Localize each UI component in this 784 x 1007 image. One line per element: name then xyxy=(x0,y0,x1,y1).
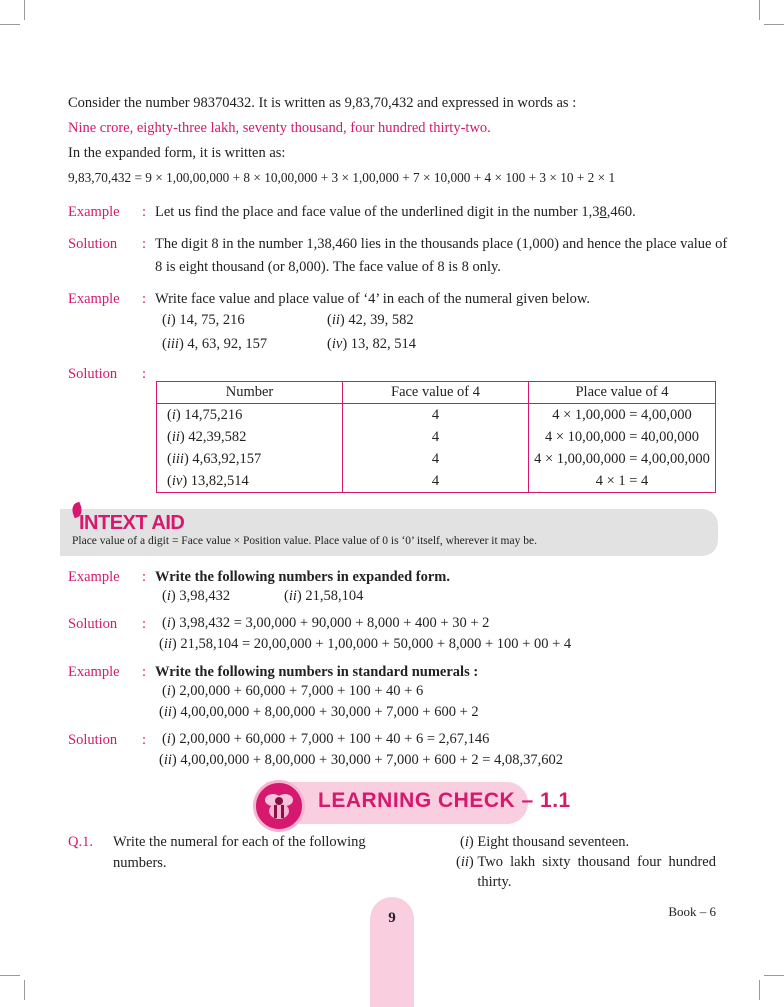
learning-check-title: LEARNING CHECK – 1.1 xyxy=(318,789,571,812)
table-row xyxy=(157,470,716,493)
crop-mark xyxy=(0,975,20,976)
crop-mark xyxy=(0,24,20,25)
intro-line-1: Consider the number 98370432. It is written as 9,83,70,432 and expressed in words as : xyxy=(68,95,577,111)
example-2-item: (iv) 13, 82, 514 xyxy=(327,336,417,352)
book-label: Book – 6 xyxy=(668,904,716,919)
crop-mark xyxy=(759,980,760,1000)
table-cell-face: 4 xyxy=(343,426,529,448)
table-header: Place value of 4 xyxy=(529,382,716,404)
example-4-item: (i) 2,00,000 + 60,000 + 7,000 + 100 + 40 + 6 xyxy=(162,683,424,699)
intro-line-3: In the expanded form, it is written as: xyxy=(68,145,286,161)
table-cell-place: 4 × 1,00,000 = 4,00,000 xyxy=(529,404,716,427)
example-2-item: (iii) 4, 63, 92, 157 xyxy=(162,336,268,352)
crop-mark xyxy=(24,980,25,1000)
solution-3-item: (ii) 21,58,104 = 20,00,000 + 1,00,000 + 50,000 + 8,000 + 100 + 00 + 4 xyxy=(159,636,572,652)
solution-1-text: The digit 8 in the number 1,38,460 lies in the thousands place (1,000) and hence the place value of 8 is eight thousand (or 8,000). The face value of 8 is 8 only. xyxy=(155,236,728,275)
solution-4-item: (i) 2,00,000 + 60,000 + 7,000 + 100 + 40 + 6 = 2,67,146 xyxy=(162,731,490,747)
example-2-item: (i) 14, 75, 216 xyxy=(162,312,245,328)
table-cell-face: 4 xyxy=(343,404,529,427)
example-2-text: Write face value and place value of ‘4’ in each of the numeral given below. xyxy=(155,291,591,307)
solution-label: Solution xyxy=(68,366,118,382)
solution-label: Solution xyxy=(68,236,118,252)
example-3-text: Write the following numbers in expanded form. xyxy=(155,569,450,585)
example-label: Example xyxy=(68,204,120,220)
table-row xyxy=(157,448,716,470)
table-cell-face: 4 xyxy=(343,470,529,493)
example-3-item: (i) 3,98,432 xyxy=(162,588,231,604)
solution-label: Solution xyxy=(68,616,118,632)
intro-expanded-form: 9,83,70,432 = 9 × 1,00,00,000 + 8 × 10,00,000 + 3 × 1,00,000 + 7 × 10,000 + 4 × 100 + 3 × 10 + 2 × 1 xyxy=(68,170,616,185)
table-cell-face: 4 xyxy=(343,448,529,470)
question-1-item: (ii) Two lakh sixty thousand four hundred thirty. xyxy=(456,854,716,890)
table-cell-place: 4 × 1 = 4 xyxy=(529,470,716,493)
crop-mark xyxy=(759,0,760,20)
page-number: 9 xyxy=(388,910,396,926)
example-1-text-pre: Let us find the place and face value of the underlined digit in the number 1,3 xyxy=(155,204,600,220)
table-row xyxy=(157,426,716,448)
example-4-text: Write the following numbers in standard numerals : xyxy=(155,664,479,680)
question-1-items xyxy=(456,832,716,892)
table-header: Face value of 4 xyxy=(343,382,529,404)
solution-3-item: (i) 3,98,432 = 3,00,000 + 90,000 + 8,000 + 400 + 30 + 2 xyxy=(162,615,490,631)
table-cell-number: (iii) 4,63,92,157 xyxy=(157,448,343,470)
intext-aid-box xyxy=(60,509,718,556)
colon: : xyxy=(142,204,147,220)
table-cell-place: 4 × 10,00,000 = 40,00,000 xyxy=(529,426,716,448)
table-cell-number: (i) 14,75,216 xyxy=(157,404,343,427)
solution-4-item: (ii) 4,00,00,000 + 8,00,000 + 30,000 + 7,000 + 600 + 2 = 4,08,37,602 xyxy=(159,752,563,768)
example-3-item: (ii) 21,58,104 xyxy=(284,588,364,604)
intext-aid-text: Place value of a digit = Face value × Position value. Place value of 0 is ‘0’ itself, wherever it may be. xyxy=(72,535,537,547)
example-4-item: (ii) 4,00,00,000 + 8,00,000 + 30,000 + 7,000 + 600 + 2 xyxy=(159,704,479,720)
table-cell-number: (iv) 13,82,514 xyxy=(157,470,343,493)
intro-line-2: Nine crore, eighty-three lakh, seventy thousand, four hundred thirty-two. xyxy=(68,120,491,136)
example-label: Example xyxy=(68,569,120,585)
table-cell-place: 4 × 1,00,00,000 = 4,00,00,000 xyxy=(529,448,716,470)
colon: : xyxy=(142,664,147,680)
colon: : xyxy=(142,616,147,632)
example-2-item: (ii) 42, 39, 582 xyxy=(327,312,414,328)
bee-icon-graphic xyxy=(256,783,302,829)
underlined-digit: 8 xyxy=(599,204,607,220)
example-label: Example xyxy=(68,291,120,307)
example-label: Example xyxy=(68,664,120,680)
colon: : xyxy=(142,236,147,252)
colon: : xyxy=(142,732,147,748)
question-label: Q.1. xyxy=(68,834,93,850)
table-header: Number xyxy=(157,382,343,404)
colon: : xyxy=(142,569,147,585)
crop-mark xyxy=(24,0,25,20)
colon: : xyxy=(142,291,147,307)
crop-mark xyxy=(764,975,784,976)
question-1-item: (i) Eight thousand seventeen. xyxy=(460,834,630,850)
example-1-text-post: ,460. xyxy=(606,204,636,220)
solution-label: Solution xyxy=(68,732,118,748)
place-value-table xyxy=(156,381,716,493)
intext-aid-title: INTEXT AID xyxy=(79,512,185,534)
colon: : xyxy=(142,366,147,382)
table-header-row xyxy=(157,382,716,404)
table-cell-number: (ii) 42,39,582 xyxy=(157,426,343,448)
question-1-text: Write the numeral for each of the following numbers. xyxy=(113,834,366,871)
example-1-text xyxy=(155,201,730,223)
crop-mark xyxy=(764,24,784,25)
table-row xyxy=(157,404,716,427)
bee-icon xyxy=(253,780,305,832)
